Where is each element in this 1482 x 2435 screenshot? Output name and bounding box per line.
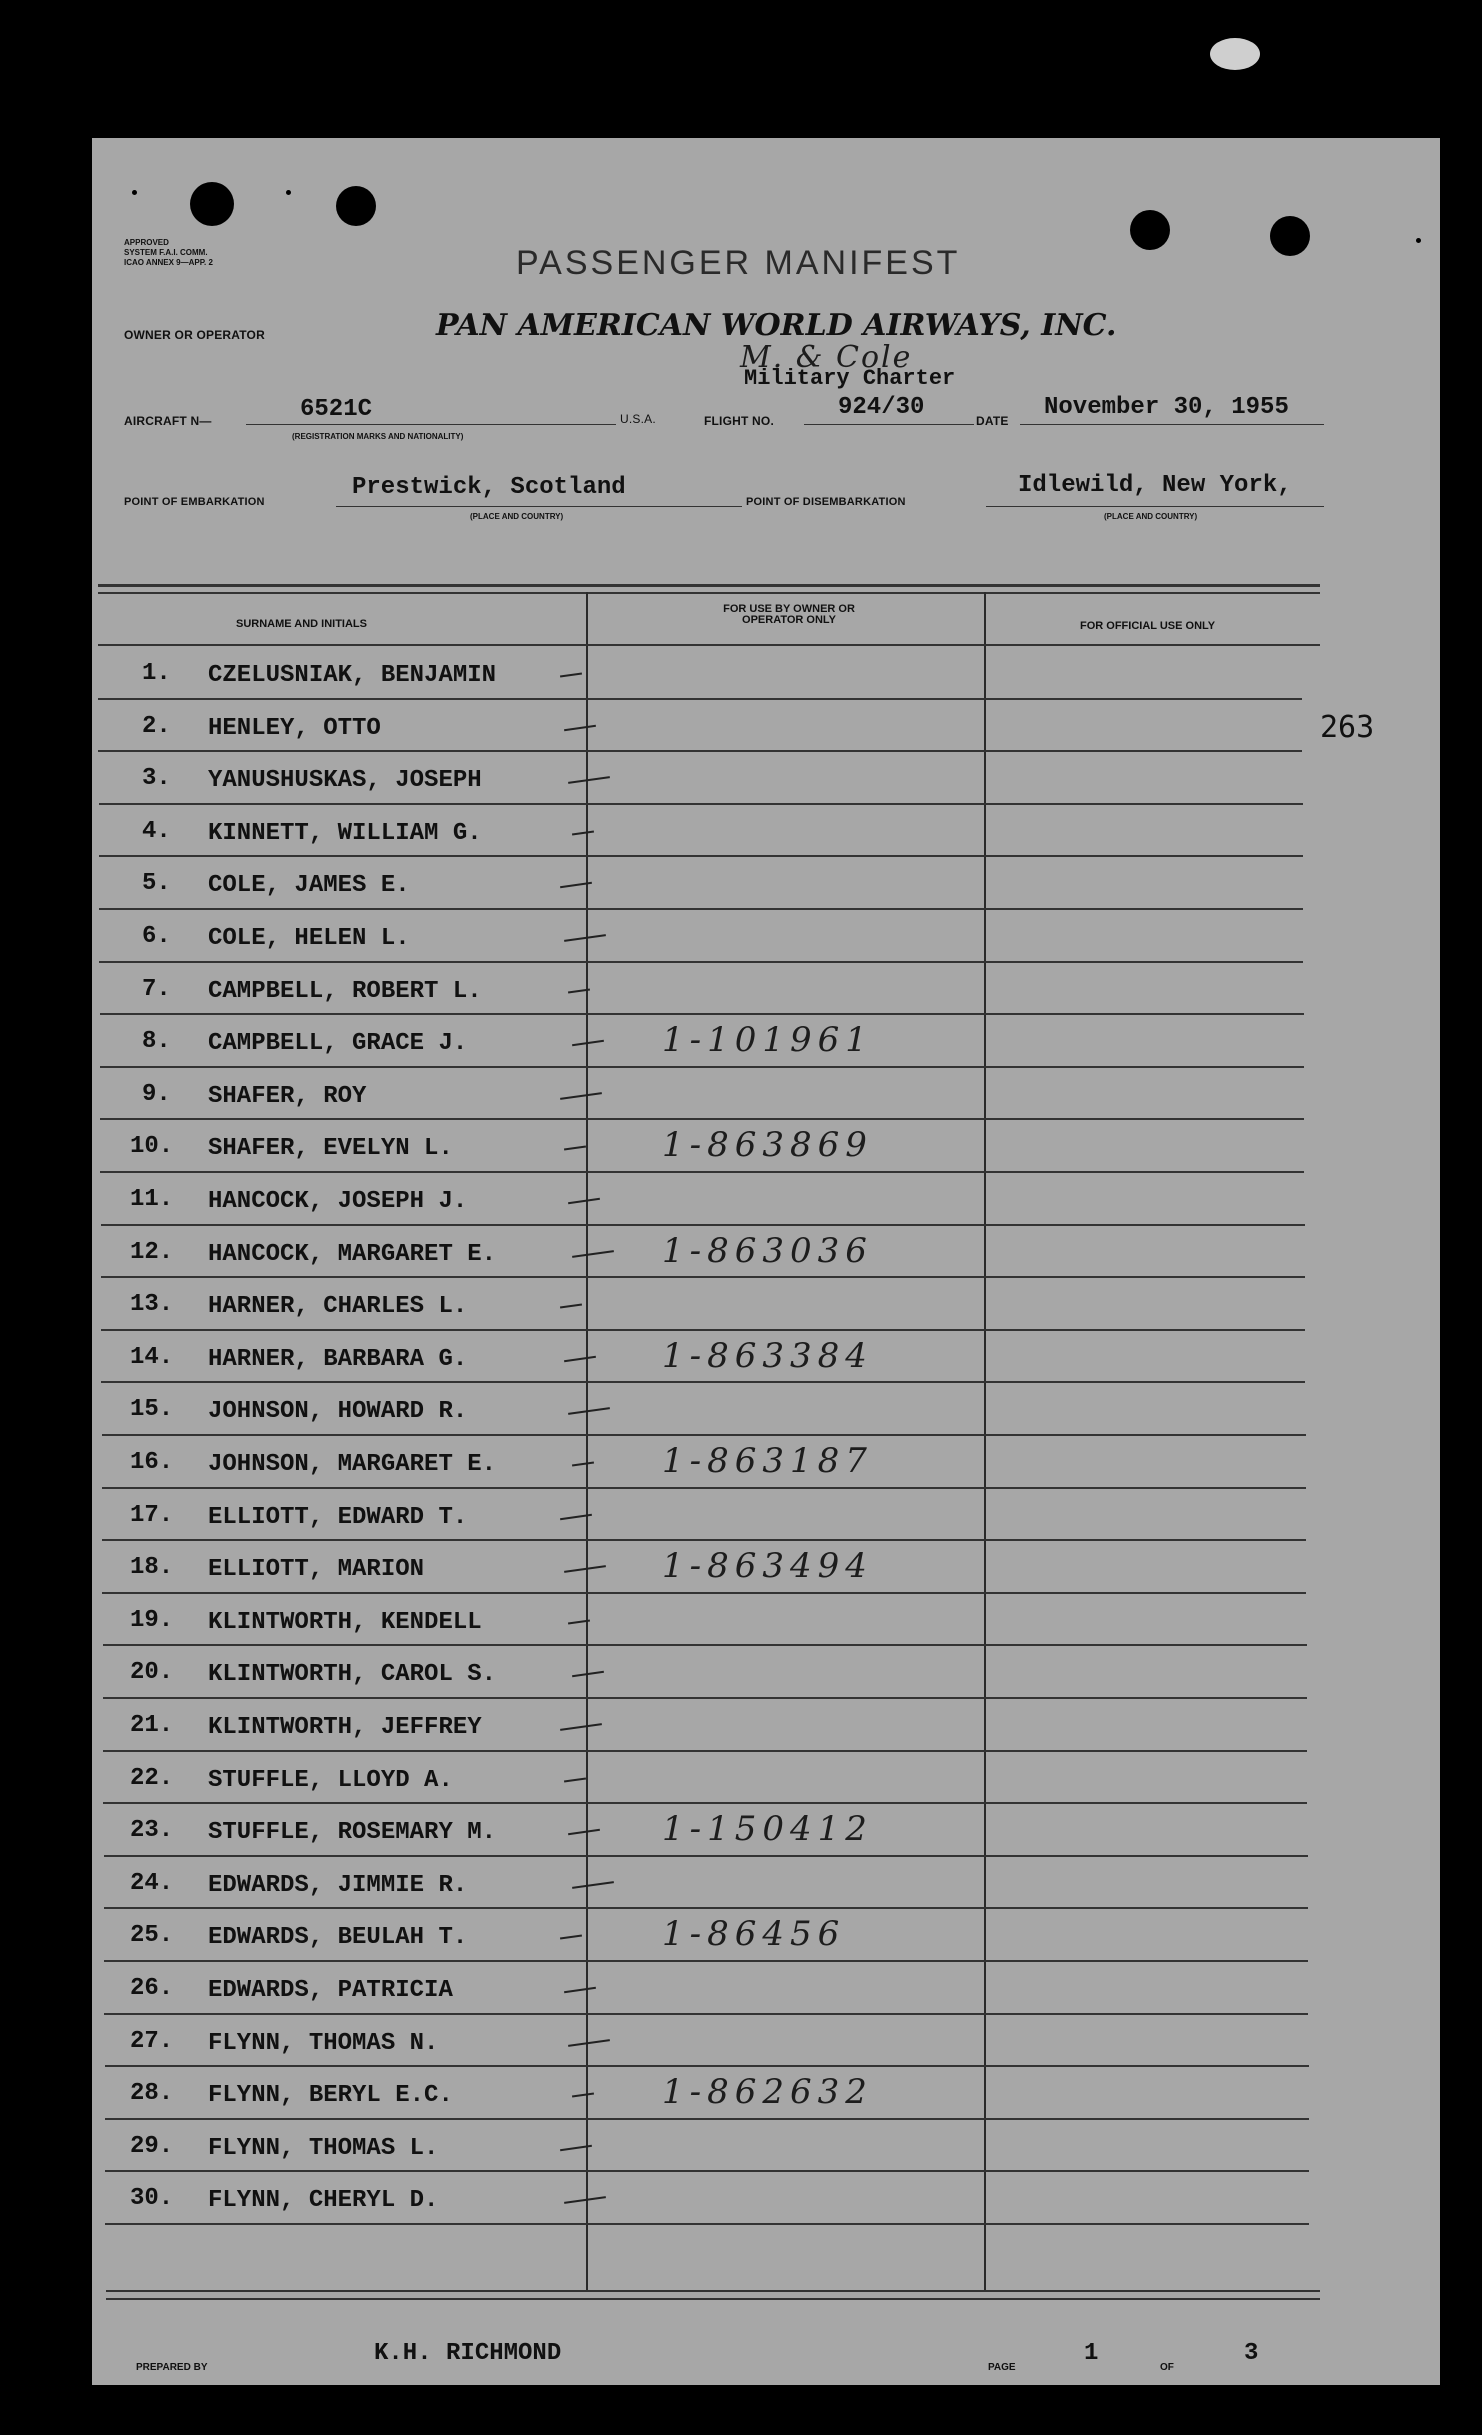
row-divider xyxy=(103,1802,1307,1804)
row-divider xyxy=(99,908,1303,910)
row-divider xyxy=(102,1434,1306,1436)
row-divider xyxy=(102,1539,1306,1541)
approval-line: APPROVED xyxy=(124,238,169,247)
approval-line: SYSTEM F.A.I. COMM. xyxy=(124,248,208,257)
passenger-name: SHAFER, EVELYN L. xyxy=(208,1135,453,1163)
disembarkation-value: Idlewild, New York, xyxy=(1018,472,1292,499)
column-header-names: SURNAME AND INITIALS xyxy=(236,618,367,630)
passenger-name: FLYNN, BERYL E.C. xyxy=(208,2082,453,2110)
row-divider xyxy=(101,1381,1305,1383)
passenger-name: COLE, HELEN L. xyxy=(208,925,410,952)
column-divider xyxy=(984,592,986,2290)
row-number: 5. xyxy=(142,870,171,898)
row-divider xyxy=(101,1329,1305,1331)
row-number: 9. xyxy=(142,1080,171,1108)
aircraft-label: AIRCRAFT N— xyxy=(124,414,212,428)
charter-note: Military Charter xyxy=(744,366,956,391)
row-divider xyxy=(104,1855,1308,1857)
embarkation-caption: (PLACE AND COUNTRY) xyxy=(470,512,564,521)
row-number: 30. xyxy=(130,2185,174,2213)
prepared-value: K.H. RICHMOND xyxy=(374,2340,562,2367)
date-value: November 30, 1955 xyxy=(1044,394,1289,421)
passenger-name: EDWARDS, PATRICIA xyxy=(208,1977,453,2004)
handwritten-note: 1-150412 xyxy=(662,1809,873,1850)
row-number: 12. xyxy=(130,1238,174,1266)
passenger-name: FLYNN, THOMAS L. xyxy=(208,2134,439,2162)
row-number: 7. xyxy=(142,975,171,1003)
passenger-name: EDWARDS, JIMMIE R. xyxy=(208,1871,468,1899)
handwritten-note: 1-863869 xyxy=(662,1125,873,1166)
passenger-name: CZELUSNIAK, BENJAMIN xyxy=(208,662,497,689)
row-number: 26. xyxy=(130,1975,174,2002)
row-number: 1. xyxy=(142,660,171,687)
row-number: 10. xyxy=(130,1133,174,1161)
passenger-name: KLINTWORTH, KENDELL xyxy=(208,1608,482,1636)
row-divider xyxy=(100,1118,1304,1120)
embarkation-value: Prestwick, Scotland xyxy=(352,474,626,501)
header-bottom-rule xyxy=(98,644,1320,646)
row-divider xyxy=(105,2170,1309,2172)
row-number: 6. xyxy=(142,923,171,950)
row-divider xyxy=(103,1750,1307,1752)
column-header-owner: FOR USE BY OWNER OR OPERATOR ONLY xyxy=(723,603,855,626)
row-divider xyxy=(98,750,1302,752)
of-value: 3 xyxy=(1244,2340,1259,2367)
charter-signature: M. & Cole xyxy=(740,340,913,375)
punch-hole xyxy=(190,182,234,226)
flight-line xyxy=(804,424,974,425)
speck xyxy=(1416,238,1421,243)
row-number: 25. xyxy=(130,1922,174,1950)
punch-hole xyxy=(336,186,376,226)
row-number: 29. xyxy=(130,2132,174,2160)
row-divider xyxy=(100,1013,1304,1015)
row-number: 16. xyxy=(130,1449,174,1476)
row-divider xyxy=(99,855,1303,857)
passenger-name: HARNER, BARBARA G. xyxy=(208,1345,468,1373)
handwritten-note: 1-863036 xyxy=(662,1230,873,1271)
row-divider xyxy=(104,1907,1308,1909)
passenger-name: HANCOCK, JOSEPH J. xyxy=(208,1188,468,1215)
handwritten-note: 1-863494 xyxy=(662,1546,873,1587)
row-number: 2. xyxy=(142,712,171,740)
row-divider xyxy=(101,1224,1305,1226)
row-number: 20. xyxy=(130,1659,174,1687)
passenger-name: STUFFLE, LLOYD A. xyxy=(208,1766,453,1794)
row-divider xyxy=(103,1644,1307,1646)
passenger-name: CAMPBELL, GRACE J. xyxy=(208,1030,468,1058)
passenger-name: KLINTWORTH, JEFFREY xyxy=(208,1714,482,1741)
passenger-name: KINNETT, WILLIAM G. xyxy=(208,819,482,847)
row-divider xyxy=(100,1066,1304,1068)
official-note: 263 xyxy=(1320,710,1375,745)
passenger-name: JOHNSON, MARGARET E. xyxy=(208,1451,497,1478)
row-divider xyxy=(102,1487,1306,1489)
row-divider xyxy=(104,2013,1308,2015)
passenger-name: EDWARDS, BEULAH T. xyxy=(208,1924,468,1952)
punch-hole xyxy=(1270,216,1310,256)
passenger-name: HARNER, CHARLES L. xyxy=(208,1293,468,1321)
row-number: 8. xyxy=(142,1028,171,1056)
row-number: 21. xyxy=(130,1712,174,1739)
speck xyxy=(286,190,291,195)
disembarkation-line xyxy=(986,506,1324,507)
row-number: 27. xyxy=(130,2027,174,2055)
row-number: 18. xyxy=(130,1554,174,1582)
row-divider xyxy=(103,1697,1307,1699)
corner-stamp xyxy=(1210,38,1260,70)
handwritten-note: 1-862632 xyxy=(662,2072,873,2113)
passenger-name: FLYNN, THOMAS N. xyxy=(208,2029,439,2057)
row-divider xyxy=(99,961,1303,963)
row-divider xyxy=(98,698,1302,700)
column-header-official: FOR OFFICIAL USE ONLY xyxy=(1080,620,1216,632)
owner-label: OWNER OR OPERATOR xyxy=(124,328,265,342)
punch-hole xyxy=(1130,210,1170,250)
approval-line: ICAO ANNEX 9—APP. 2 xyxy=(124,258,213,267)
form-title: PASSENGER MANIFEST xyxy=(516,244,961,282)
passenger-name: FLYNN, CHERYL D. xyxy=(208,2187,439,2215)
passenger-name: JOHNSON, HOWARD R. xyxy=(208,1398,468,1426)
row-divider xyxy=(100,1171,1304,1173)
of-label: OF xyxy=(1160,2362,1174,2373)
row-divider xyxy=(104,1960,1308,1962)
row-number: 13. xyxy=(130,1291,174,1319)
row-number: 15. xyxy=(130,1396,174,1424)
row-divider xyxy=(101,1276,1305,1278)
passenger-name: ELLIOTT, MARION xyxy=(208,1556,425,1584)
row-number: 14. xyxy=(130,1343,174,1371)
row-number: 19. xyxy=(130,1606,174,1634)
usa-label: U.S.A. xyxy=(620,412,656,426)
row-number: 4. xyxy=(142,817,171,845)
page-label: PAGE xyxy=(988,2362,1016,2373)
prepared-label: PREPARED BY xyxy=(136,2362,208,2373)
page-value: 1 xyxy=(1084,2340,1099,2367)
row-divider xyxy=(99,803,1303,805)
embarkation-line xyxy=(336,506,742,507)
passenger-name: STUFFLE, ROSEMARY M. xyxy=(208,1819,497,1847)
aircraft-line xyxy=(246,424,616,425)
row-divider xyxy=(105,2118,1309,2120)
disembarkation-caption: (PLACE AND COUNTRY) xyxy=(1104,512,1198,521)
embarkation-label: POINT OF EMBARKATION xyxy=(124,496,265,508)
row-number: 3. xyxy=(142,765,171,793)
row-number: 11. xyxy=(130,1186,174,1213)
row-number: 17. xyxy=(130,1501,174,1529)
row-number: 23. xyxy=(130,1817,174,1845)
row-number: 24. xyxy=(130,1869,174,1897)
date-line xyxy=(1020,424,1324,425)
date-label: DATE xyxy=(976,414,1009,428)
passenger-name: CAMPBELL, ROBERT L. xyxy=(208,977,482,1005)
table-top-rule-2 xyxy=(98,592,1320,594)
passenger-name: ELLIOTT, EDWARD T. xyxy=(208,1503,468,1531)
row-number: 22. xyxy=(130,1764,174,1792)
handwritten-note: 1-863187 xyxy=(662,1441,873,1481)
passenger-name: KLINTWORTH, CAROL S. xyxy=(208,1661,497,1689)
owner-value: PAN AMERICAN WORLD AIRWAYS, INC. xyxy=(436,308,1117,343)
flight-label: FLIGHT NO. xyxy=(704,414,774,428)
handwritten-note: 1-86456 xyxy=(662,1914,846,1955)
disembarkation-label: POINT OF DISEMBARKATION xyxy=(746,496,906,508)
row-divider xyxy=(105,2223,1309,2225)
row-number: 28. xyxy=(130,2080,174,2108)
column-divider xyxy=(586,592,588,2290)
table-bottom-rule-2 xyxy=(106,2298,1320,2300)
registration-caption: (REGISTRATION MARKS AND NATIONALITY) xyxy=(292,432,464,441)
passenger-name: HENLEY, OTTO xyxy=(208,714,381,742)
handwritten-note: 1-863384 xyxy=(662,1335,873,1376)
row-divider xyxy=(105,2065,1309,2067)
table-top-rule xyxy=(98,584,1320,587)
aircraft-value: 6521C xyxy=(300,396,373,423)
passenger-name: YANUSHUSKAS, JOSEPH xyxy=(208,767,482,795)
passenger-name: HANCOCK, MARGARET E. xyxy=(208,1240,497,1268)
table-bottom-rule xyxy=(106,2290,1320,2292)
handwritten-note: 1-101961 xyxy=(662,1020,873,1061)
row-divider xyxy=(102,1592,1306,1594)
speck xyxy=(132,190,137,195)
flight-value: 924/30 xyxy=(838,394,925,421)
passenger-name: SHAFER, ROY xyxy=(208,1082,367,1110)
passenger-name: COLE, JAMES E. xyxy=(208,872,410,900)
